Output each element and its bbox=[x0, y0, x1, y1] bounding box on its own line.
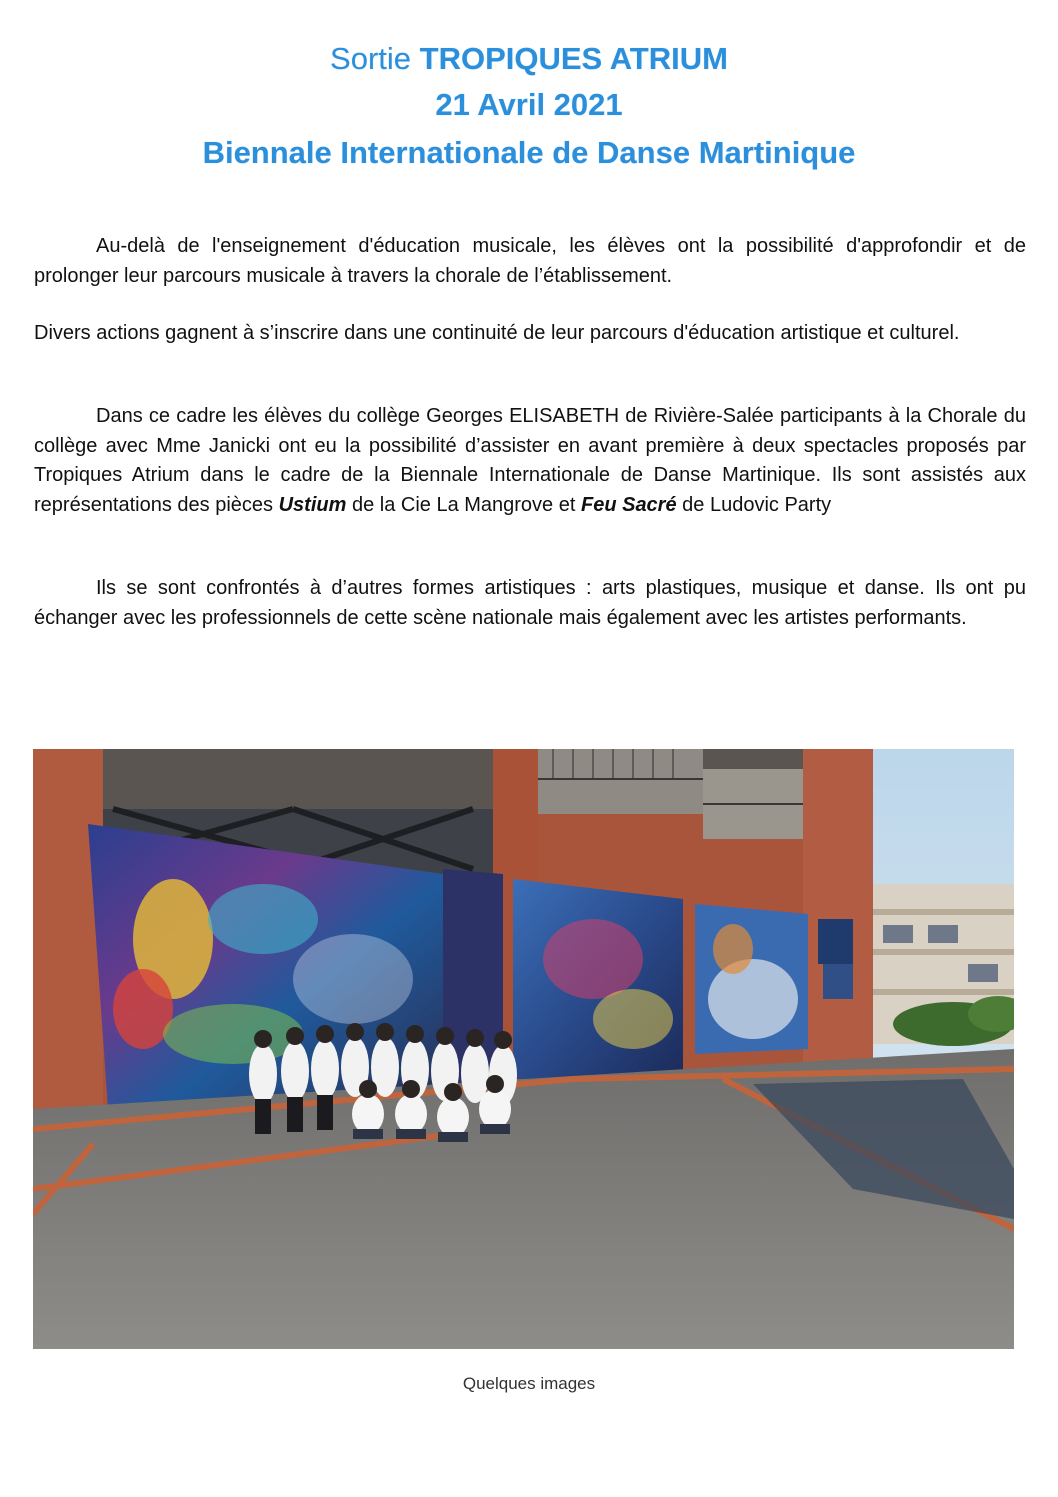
title-prefix: Sortie bbox=[330, 41, 420, 76]
paragraph-3-text: Dans ce cadre les élèves du collège Georges ELISABETH de Rivière-Salée participants à la Chorale du collège avec Mme Janicki ont eu la possibilité d’assister en avant première à deux spectacles proposés par Tropiques Atrium dans le cadre de la Biennale Internationale de Danse Martinique. Ils sont assistés aux représentations des pièces bbox=[34, 405, 1026, 516]
paragraph-3-end: de Ludovic Party bbox=[676, 493, 832, 516]
title-subtitle: Biennale Internationale de Danse Martinique bbox=[202, 135, 856, 170]
paragraph-3-mid: de la Cie La Mangrove et bbox=[346, 493, 581, 516]
title-date: 21 Avril 2021 bbox=[435, 87, 623, 122]
title-line-1 bbox=[0, 36, 1058, 82]
group-photo bbox=[33, 749, 1014, 1349]
piece-feu-sacre: Feu Sacré bbox=[580, 493, 677, 516]
group-photo-illustration bbox=[33, 749, 1014, 1349]
paragraph-4: Ils se sont confrontés à d’autres formes artistiques : arts plastiques, musique et danse. Ils ont pu échanger avec les professionnels de cette scène nationale mais également avec les artistes performants. bbox=[34, 577, 1026, 629]
paragraph-3 bbox=[34, 402, 1026, 520]
photo-caption: Quelques images bbox=[462, 1374, 596, 1393]
paragraph-2: Divers actions gagnent à s’inscrire dans une continuité de leur parcours d'éducation artistique et culturel. bbox=[34, 322, 960, 344]
paragraph-1: Au-delà de l'enseignement d'éducation musicale, les élèves ont la possibilité d'approfondir et de prolonger leur parcours musicale à travers la chorale de l’établissement. bbox=[34, 235, 1026, 287]
title-venue: TROPIQUES ATRIUM bbox=[419, 41, 728, 76]
piece-ustium: Ustium bbox=[278, 493, 347, 516]
